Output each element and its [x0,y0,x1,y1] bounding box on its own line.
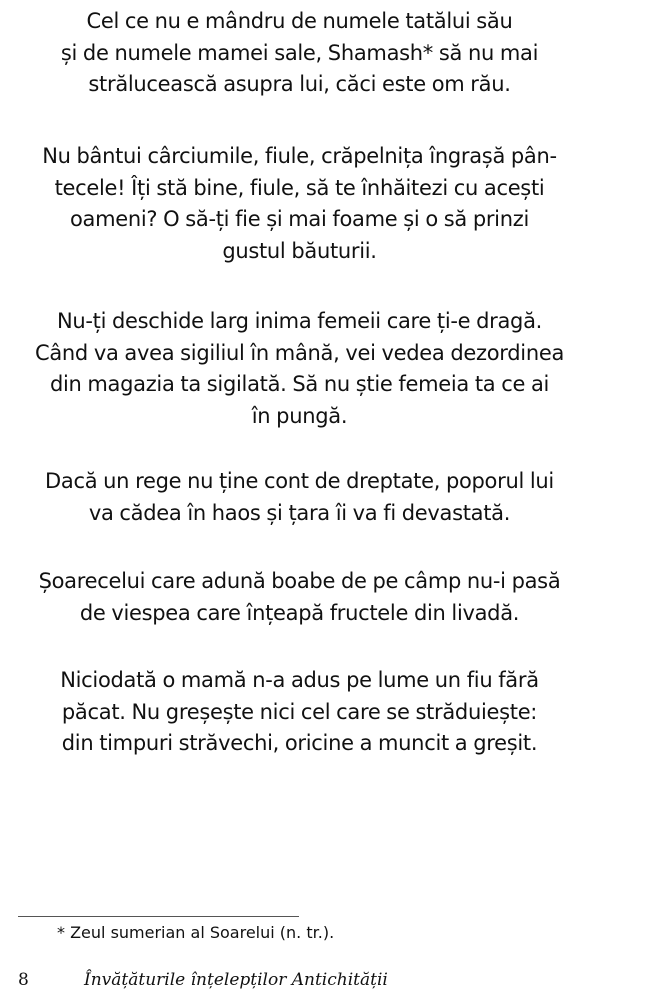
text-line: în pungă. [251,403,348,428]
paragraph-6 [12,665,587,760]
text-line: Când va avea sigiliul în mână, vei vedea dezordinea [34,340,565,365]
text-line: din magazia ta sigilată. Să nu știe femeia ta ce ai [49,372,550,396]
paragraph-4 [12,466,587,529]
text-line: tecele! Îți stă bine, fiule, să te înhăitezi cu acești [54,175,545,200]
text-line: Niciodată o mamă n-a adus pe lume un fiu fără [60,668,539,692]
text-line: din timpuri străvechi, oricine a muncit a greșit. [61,731,538,755]
text-line: gustul băuturii. [222,238,377,263]
paragraph-5 [12,566,587,629]
page-number: 8 [18,970,29,990]
text-line: și de numele mamei sale, Shamash* să nu mai [60,40,539,65]
text-line: Șoarecelui care adună boabe de pe câmp nu-i pasă [38,569,561,593]
text-line: strălucească asupra lui, căci este om rău. [88,72,511,96]
paragraph-3 [12,306,587,432]
paragraph-1 [12,6,587,101]
text-line: Nu bântui cârciumile, fiule, crăpelnița îngrașă pân- [42,144,557,168]
text-line: Dacă un rege nu ține cont de dreptate, poporul lui [45,469,554,493]
text-line: oameni? O să-ți fie și mai foame și o să prinzi [70,207,529,231]
text-line: va cădea în haos și țara îi va fi devastată. [88,500,511,525]
text-line: Cel ce nu e mândru de numele tatălui său [86,9,513,33]
footnote-separator [18,916,299,917]
text-line: Nu-ți deschide larg inima femeii care ți-e dragă. [56,309,543,333]
text-line: de viespea care înțeapă fructele din livadă. [79,600,520,625]
footnote: * Zeul sumerian al Soarelui (n. tr.). [57,923,335,942]
running-title: Învățăturile înțelepților Antichității [84,970,388,990]
paragraph-2 [12,141,587,267]
text-line: păcat. Nu greșește nici cel care se străduiește: [61,699,538,724]
